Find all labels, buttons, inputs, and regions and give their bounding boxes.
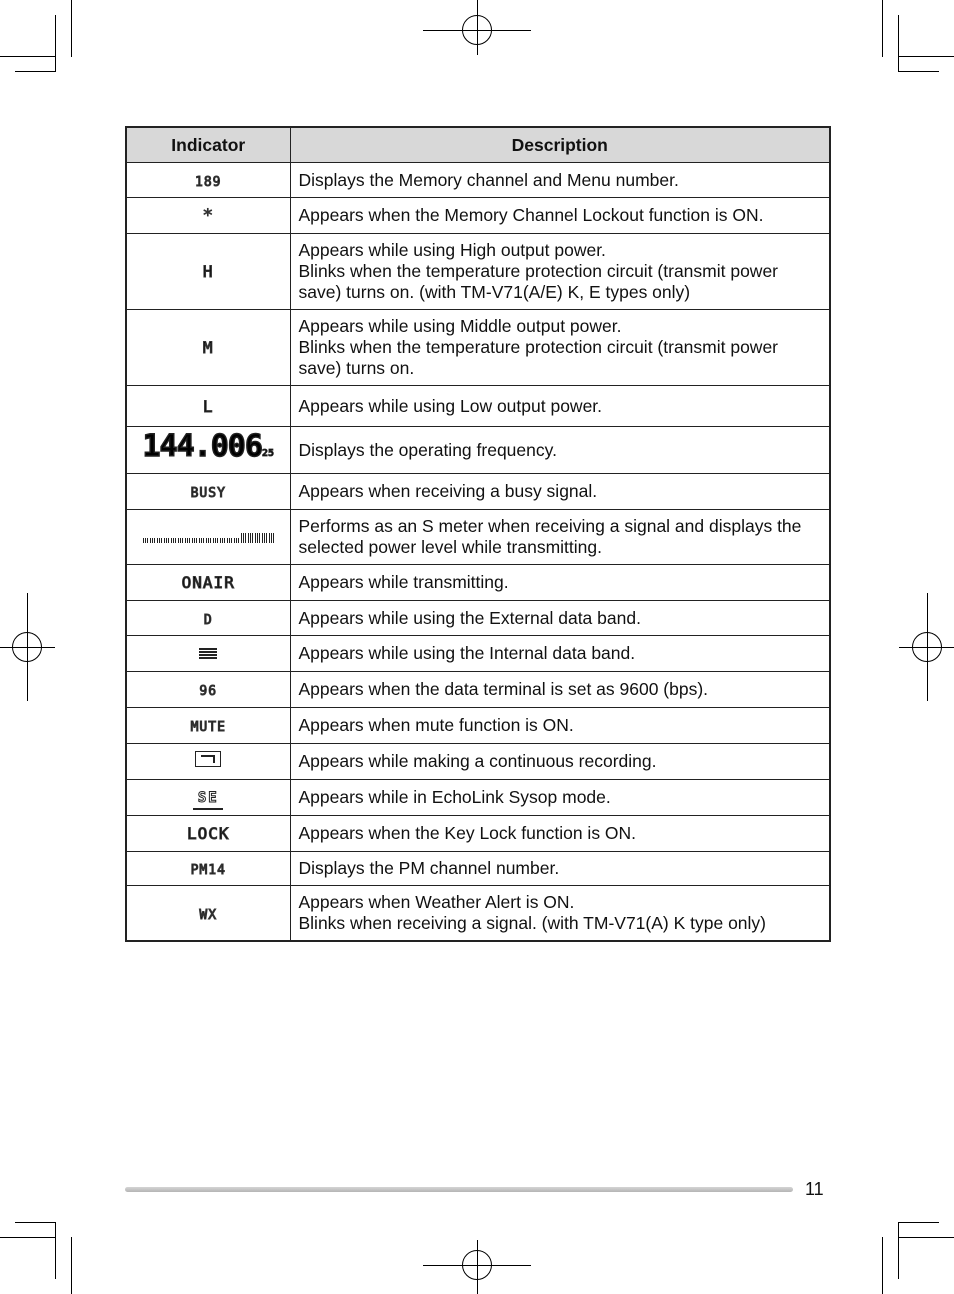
- crop-mark: [71, 0, 72, 57]
- indicator-cell: [126, 852, 290, 886]
- echolink-sysop-icon: SE: [193, 788, 223, 810]
- indicator-cell: [126, 780, 290, 816]
- table-row: [126, 852, 830, 886]
- table-row: [126, 708, 830, 744]
- table-row: [126, 780, 830, 816]
- crop-mark: [882, 0, 883, 57]
- indicator-cell: [126, 510, 290, 565]
- indicator-cell: [126, 565, 290, 601]
- indicator-cell: [126, 601, 290, 636]
- s-meter-bars-icon: [143, 529, 274, 543]
- external-data-indicator: D: [203, 612, 213, 628]
- table-row: [126, 510, 830, 565]
- crop-mark: [0, 1237, 55, 1238]
- description-cell: Displays the PM channel number.: [290, 852, 830, 886]
- table-row: [126, 386, 830, 427]
- low-power-indicator: L: [202, 396, 214, 416]
- table-row: [126, 234, 830, 310]
- indicator-table: [125, 126, 831, 942]
- description-cell: Appears while in EchoLink Sysop mode.: [290, 780, 830, 816]
- description-cell: Appears when the Key Lock function is ON.: [290, 816, 830, 852]
- onair-indicator: ONAIR: [181, 573, 235, 592]
- description-cell: Appears while transmitting.: [290, 565, 830, 601]
- description-cell: Appears while using the External data band.: [290, 601, 830, 636]
- crop-mark: [899, 56, 954, 57]
- description-cell: Displays the Memory channel and Menu number.: [290, 163, 830, 198]
- crop-mark: [0, 56, 55, 57]
- table-row: [126, 163, 830, 198]
- indicator-cell: [126, 744, 290, 780]
- table-header-row: [126, 127, 830, 163]
- frequency-indicator: 144.00625: [142, 428, 274, 464]
- description-cell: Displays the operating frequency.: [290, 427, 830, 474]
- description-cell: Appears when the data terminal is set as 9600 (bps).: [290, 672, 830, 708]
- table-row: [126, 744, 830, 780]
- internal-data-icon: [199, 647, 217, 659]
- description-cell: Appears when mute function is ON.: [290, 708, 830, 744]
- crop-mark: [15, 1222, 56, 1223]
- crop-mark: [55, 15, 56, 72]
- 9600-bps-indicator: 96: [199, 684, 218, 699]
- indicator-cell: [126, 636, 290, 672]
- registration-mark: [927, 593, 928, 701]
- description-cell: Performs as an S meter when receiving a signal and displays the selected power level while transmitting.: [290, 510, 830, 565]
- table-row: [126, 198, 830, 234]
- table-row: [126, 565, 830, 601]
- description-cell: Appears while using Low output power.: [290, 386, 830, 427]
- table-row: [126, 816, 830, 852]
- description-cell: Appears when the Memory Channel Lockout function is ON.: [290, 198, 830, 234]
- indicator-cell: [126, 427, 290, 474]
- indicator-cell: [126, 708, 290, 744]
- mute-indicator: MUTE: [190, 720, 226, 735]
- table-row: [126, 474, 830, 510]
- crop-mark: [899, 1237, 954, 1238]
- description-cell: Appears while making a continuous recording.: [290, 744, 830, 780]
- lockout-star-indicator: *: [202, 205, 215, 226]
- footer-rule: [125, 1187, 793, 1192]
- high-power-indicator: H: [202, 262, 214, 281]
- key-lock-indicator: LOCK: [186, 824, 230, 843]
- registration-mark: [477, 1240, 478, 1294]
- indicator-cell: [126, 886, 290, 942]
- crop-mark: [898, 71, 939, 72]
- busy-indicator: BUSY: [190, 486, 226, 501]
- crop-mark: [898, 1222, 939, 1223]
- description-cell: Appears when Weather Alert is ON. Blinks when receiving a signal. (with TM-V71(A) K type only): [290, 886, 830, 942]
- registration-mark: [477, 0, 478, 55]
- crop-mark: [882, 1237, 883, 1294]
- description-cell: Appears while using High output power. Blinks when the temperature protection circuit (transmit power save) turns on. (with TM-V71(A/E) K, E types only): [290, 234, 830, 310]
- indicator-cell: [126, 234, 290, 310]
- weather-alert-indicator: WX: [199, 907, 218, 923]
- header-indicator: Indicator: [126, 127, 290, 163]
- table-row: [126, 672, 830, 708]
- description-cell: Appears while using Middle output power. Blinks when the temperature protection circuit (transmit power save) turns on.: [290, 310, 830, 386]
- header-description: Description: [290, 127, 830, 163]
- table-row: [126, 427, 830, 474]
- memory-channel-indicator: 189: [195, 174, 222, 190]
- table-row: [126, 636, 830, 672]
- crop-mark: [898, 15, 899, 72]
- middle-power-indicator: M: [202, 338, 214, 357]
- indicator-cell: [126, 386, 290, 427]
- crop-mark: [55, 1222, 56, 1279]
- pm-channel-indicator: PM14: [190, 863, 226, 878]
- description-cell: Appears while using the Internal data band.: [290, 636, 830, 672]
- crop-mark: [71, 1237, 72, 1294]
- indicator-cell: [126, 198, 290, 234]
- page-number: 11: [805, 1179, 824, 1199]
- crop-mark: [15, 71, 56, 72]
- table-row: [126, 886, 830, 942]
- registration-mark: [27, 593, 28, 701]
- crop-mark: [898, 1222, 899, 1279]
- indicator-cell: [126, 474, 290, 510]
- indicator-cell: [126, 672, 290, 708]
- indicator-cell: [126, 816, 290, 852]
- table-row: [126, 310, 830, 386]
- indicator-cell: [126, 310, 290, 386]
- table-row: [126, 601, 830, 636]
- recording-icon: [195, 751, 221, 767]
- indicator-cell: [126, 163, 290, 198]
- description-cell: Appears when receiving a busy signal.: [290, 474, 830, 510]
